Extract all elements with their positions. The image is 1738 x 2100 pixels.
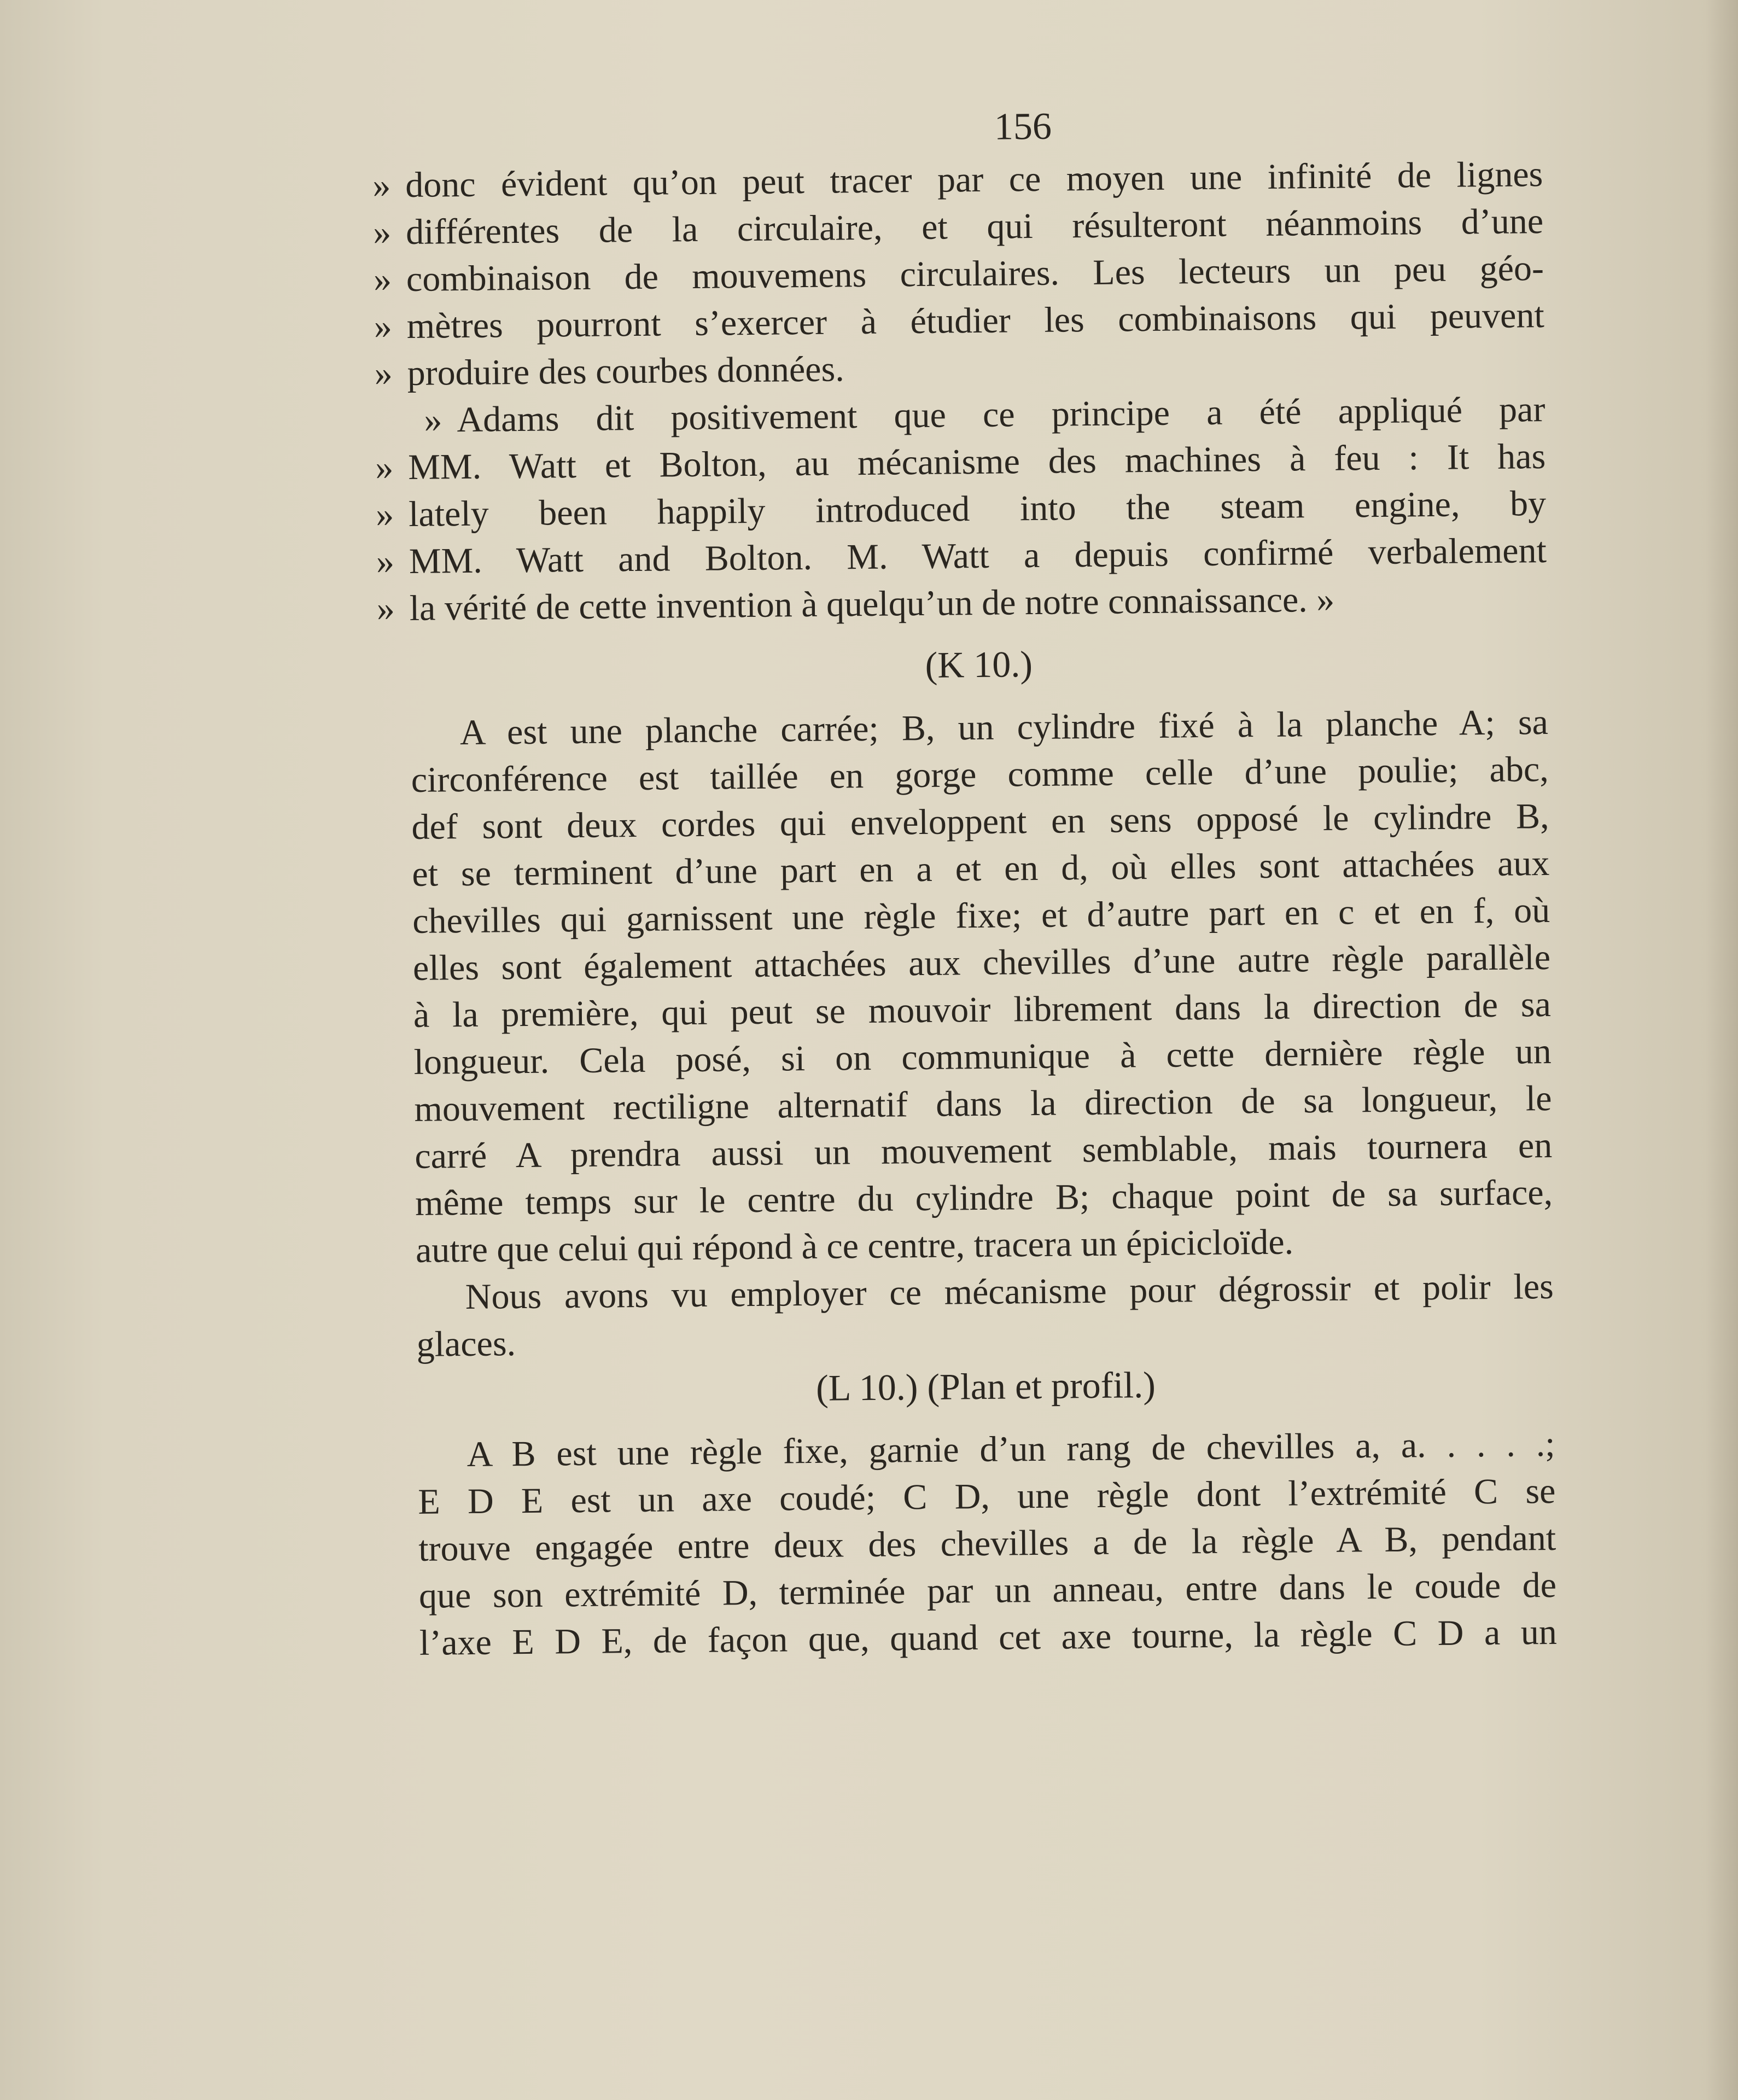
page-edge-shadow <box>1705 0 1738 2100</box>
quote-mark: » <box>374 306 393 347</box>
section-k10-paragraph <box>411 699 1554 1368</box>
paragraph-line: et se terminent d’une part en a et en d, où elles sont attachées aux <box>412 843 1550 894</box>
paragraph-line: Nous avons vu employer ce mécanisme pour dégrossir et polir les <box>465 1266 1554 1317</box>
quote-line: » mètres pourront s’exercer à étudier les combinaisons qui peuvent <box>406 292 1544 350</box>
quote-mark: » <box>376 541 395 582</box>
quote-line: » combinaison de mouvemens circulaires. Les lecteurs un peu géo- <box>406 245 1544 303</box>
quote-mark: » <box>372 212 392 253</box>
page-number: 156 <box>994 105 1052 148</box>
quotation-block <box>372 151 1547 632</box>
quote-line: » la vérité de cette invention à quelqu’un de notre connaissance. » <box>409 574 1547 632</box>
paragraph-line: A est une planche carrée; B, un cylindre fixé à la planche A; sa <box>459 702 1549 753</box>
section-l10-paragraph <box>417 1421 1557 1667</box>
quote-mark: » <box>424 400 442 440</box>
paragraph-line: longueur. Cela posé, si on communique à cette dernière règle un <box>413 1031 1552 1082</box>
paragraph-line: chevilles qui garnissent une règle fixe; et d’autre part en c et en f, où <box>412 890 1550 941</box>
quote-mark: » <box>374 353 393 394</box>
paragraph-line: autre que celui qui répond à ce centre, tracera un épicicloïde. <box>415 1222 1294 1270</box>
paragraph-line: que son extrémité D, terminée par un anneau, entre dans le coude de <box>418 1565 1557 1616</box>
paragraph-line: même temps sur le centre du cylindre B; chaque point de sa surface, <box>415 1172 1553 1223</box>
quote-line: » Adams dit positivement que ce principe a été appliqué par <box>407 386 1545 444</box>
quote-line: » MM. Watt et Bolton, au mécanisme des machines à feu : It has <box>408 433 1546 491</box>
section-heading-k10: (K 10.) <box>925 643 1033 686</box>
paragraph-line: A B est une règle fixe, garnie d’un rang de chevilles a, a. . . . .; <box>466 1424 1555 1475</box>
quote-mark: » <box>375 447 394 488</box>
paragraph-line: l’axe E D E, de façon que, quand cet axe tourne, la règle C D a un <box>419 1612 1558 1663</box>
paragraph-line: def sont deux cordes qui enveloppent en sens opposé le cylindre B, <box>411 796 1549 847</box>
paragraph-line: trouve engagée entre deux des chevilles a de la règle A B, pendant <box>418 1518 1556 1569</box>
paragraph-line: à la première, qui peut se mouvoir librement dans la direction de sa <box>413 984 1552 1035</box>
text-block <box>372 98 1558 1667</box>
paragraph-line: glaces. <box>416 1323 516 1364</box>
quote-mark: » <box>372 165 391 206</box>
quote-line: » lately been happily introduced into the steam engine, by <box>409 480 1547 538</box>
quote-mark: » <box>376 588 395 629</box>
paragraph-line: elles sont également attachées aux chevilles d’une autre règle parallèle <box>412 937 1551 988</box>
paragraph-line: mouvement rectiligne alternatif dans la direction de sa longueur, le <box>414 1078 1552 1129</box>
paragraph-line: circonférence est taillée en gorge comme celle d’une poulie; abc, <box>411 749 1549 800</box>
quote-line: » produire des courbes données. <box>407 339 1545 397</box>
quote-line: » différentes de la circulaire, et qui résulteront néanmoins d’une <box>406 198 1544 256</box>
quote-mark: » <box>375 494 394 535</box>
paragraph-line: carré A prendra aussi un mouvement semblable, mais tournera en <box>415 1125 1553 1176</box>
quote-mark: » <box>373 259 392 300</box>
paragraph-line: E D E est un axe coudé; C D, une règle dont l’extrémité C se <box>418 1471 1556 1522</box>
quote-line: » MM. Watt and Bolton. M. Watt a depuis confirmé verbalement <box>409 527 1547 585</box>
quote-line: » donc évident qu’on peut tracer par ce moyen une infinité de lignes <box>405 151 1543 209</box>
section-heading-l10: (L 10.) (Plan et profil.) <box>815 1363 1156 1409</box>
